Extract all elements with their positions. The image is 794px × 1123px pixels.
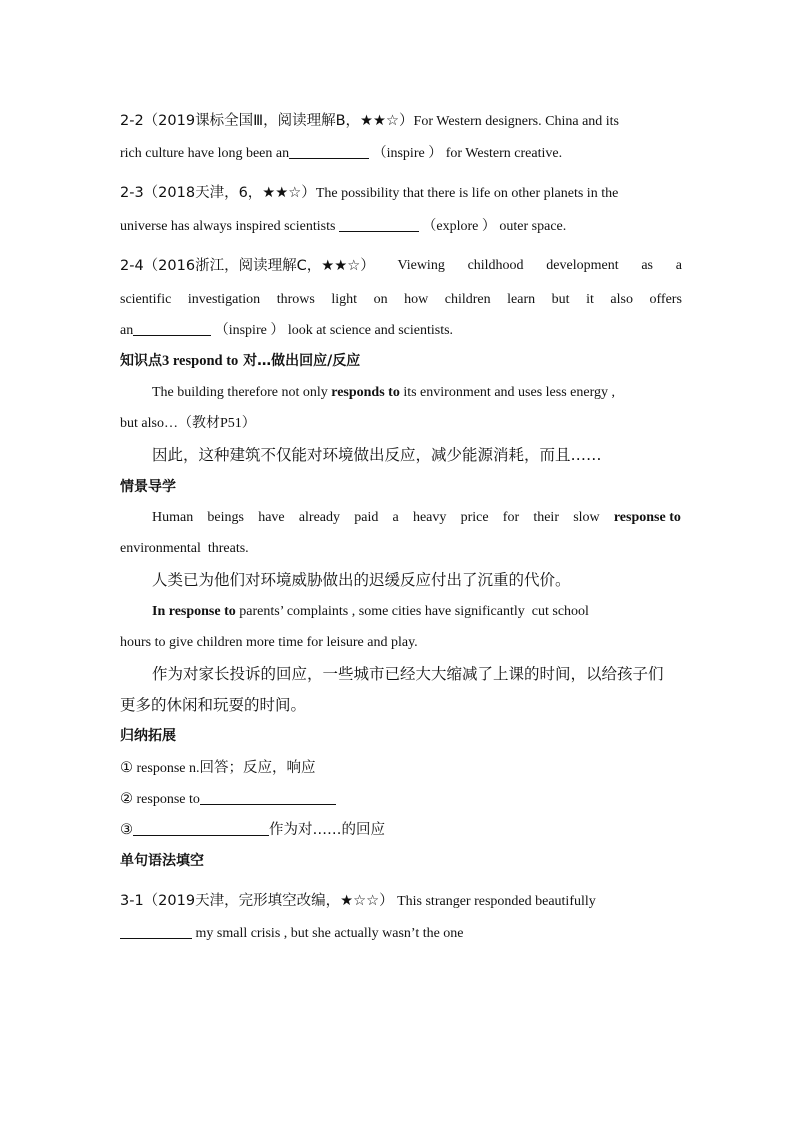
question-word: light: [331, 292, 358, 307]
heading-cn: 对…做出回应/反应: [243, 353, 361, 369]
sentence-keyword: In response to: [152, 604, 236, 619]
sentence-word: a: [392, 510, 399, 525]
example-line1: [152, 383, 682, 403]
question-text: for Western creative.: [445, 146, 563, 161]
answer-blank[interactable]: [339, 217, 419, 232]
question-text: This stranger responded beautifully: [397, 894, 596, 909]
sentence-word: Human: [152, 510, 194, 525]
sentence-word: paid: [354, 510, 379, 525]
question-prefix: 2-2（2019课标全国Ⅲ，阅读理解B，★★☆）: [120, 113, 414, 129]
situational-s2-translation-line2: 更多的休闲和玩耍的时间。: [120, 696, 307, 714]
question-3-1-line2: [120, 924, 682, 944]
sentence-word: have: [258, 510, 285, 525]
question-word: development: [546, 258, 619, 273]
word-hint: （explore ）: [422, 219, 496, 234]
answer-blank[interactable]: [289, 144, 369, 159]
example-text: but also…（教材P51）: [120, 416, 256, 431]
sentence-word: heavy: [412, 510, 447, 525]
section-heading-summary: 归纳拓展: [120, 728, 176, 744]
question-text: look at science and scientists.: [287, 323, 454, 338]
sentence-word: beings: [207, 510, 244, 525]
sentence-text: parents’ complaints , some cities have significantly cut school: [239, 604, 589, 619]
question-2-3-line1: [120, 183, 682, 204]
heading-cn: 知识点: [120, 353, 162, 369]
sentence-word: price: [460, 510, 489, 525]
answer-blank[interactable]: [133, 321, 211, 336]
sentence-word: slow: [573, 510, 600, 525]
answer-blank[interactable]: [133, 821, 269, 836]
section-heading-exercise: 单句语法填空: [120, 853, 204, 869]
question-2-4-line2: [120, 290, 682, 310]
question-text: For Western designers. China and its: [413, 114, 620, 129]
question-word: as: [641, 258, 654, 273]
sentence-text: hours to give children more time for leisure and play.: [120, 635, 418, 650]
question-text: outer space.: [499, 219, 567, 234]
question-word: childhood: [467, 258, 524, 273]
item-text: response to: [136, 792, 200, 807]
sentence-keyword: response to: [613, 510, 681, 525]
section-heading-situational: 情景导学: [120, 479, 176, 495]
situational-s2-line1: [152, 602, 682, 622]
question-word: investigation: [187, 292, 261, 307]
question-2-2-line2: [120, 144, 682, 164]
sentence-word: their: [533, 510, 559, 525]
question-prefix: 2-3（2018天津，6，★★☆）: [120, 185, 316, 201]
question-prefix: 3-1（2019天津，完形填空改编，★☆☆）: [120, 893, 394, 909]
answer-blank[interactable]: [120, 924, 192, 939]
question-word: children: [444, 292, 491, 307]
summary-item-1: [120, 758, 682, 779]
situational-s1-translation: 人类已为他们对环境威胁做出的迟缓反应付出了沉重的代价。: [152, 571, 571, 589]
question-word: how: [404, 292, 429, 307]
question-prefix: 2-4（2016浙江，阅读理解C，★★☆）: [120, 258, 375, 274]
summary-item-2: [120, 789, 682, 810]
word-hint: （inspire ）: [372, 146, 443, 161]
question-word: scientific: [120, 292, 172, 307]
example-keyword: responds to: [331, 385, 400, 400]
knowledge-point-heading: [120, 351, 682, 371]
question-word: Viewing: [397, 258, 445, 273]
question-word: but: [551, 292, 570, 307]
question-3-1-line1: [120, 891, 682, 912]
question-text: my small crisis , but she actually wasn’t the one: [195, 926, 464, 941]
answer-blank[interactable]: [200, 790, 336, 805]
situational-s2-translation-line1: 作为对家长投诉的回应，一些城市已经大大缩减了上课的时间，以给孩子们: [152, 665, 664, 683]
item-number: ①: [120, 760, 133, 776]
item-number: ②: [120, 791, 133, 807]
example-text: The building therefore not only: [152, 385, 328, 400]
example-translation: 因此，这种建筑不仅能对环境做出反应，减少能源消耗，而且……: [152, 446, 602, 464]
question-word: it: [586, 292, 594, 307]
situational-s2-line2: [120, 633, 682, 653]
item-number: ③: [120, 822, 133, 838]
question-word: learn: [507, 292, 536, 307]
question-text: an: [120, 323, 134, 338]
question-word: a: [675, 258, 682, 273]
question-2-4-line3: [120, 321, 682, 341]
question-text: The possibility that there is life on other planets in the: [315, 186, 619, 201]
question-word: also: [610, 292, 633, 307]
summary-item-3: [120, 820, 682, 841]
question-word: throws: [276, 292, 315, 307]
question-word: on: [373, 292, 388, 307]
item-meaning: 回答；反应，响应: [199, 760, 316, 776]
word-hint: （inspire ）: [214, 323, 285, 338]
question-2-3-line2: [120, 217, 682, 237]
question-text: rich culture have long been an: [120, 146, 290, 161]
example-text: its environment and uses less energy ,: [403, 385, 615, 400]
sentence-word: already: [298, 510, 341, 525]
heading-en: 3 respond to: [162, 353, 239, 369]
situational-s1-line2: [120, 539, 682, 559]
question-word: offers: [649, 292, 682, 307]
question-text: universe has always inspired scientists: [120, 219, 336, 234]
question-2-4-line1: [120, 256, 682, 276]
item-meaning: 作为对……的回应: [269, 822, 385, 838]
question-2-2-line1: [120, 111, 682, 132]
sentence-text: environmental threats.: [120, 541, 249, 556]
example-line2: [120, 414, 682, 434]
item-text: response n.: [136, 761, 200, 776]
sentence-word: for: [502, 510, 520, 525]
situational-s1-line1: [152, 508, 681, 528]
